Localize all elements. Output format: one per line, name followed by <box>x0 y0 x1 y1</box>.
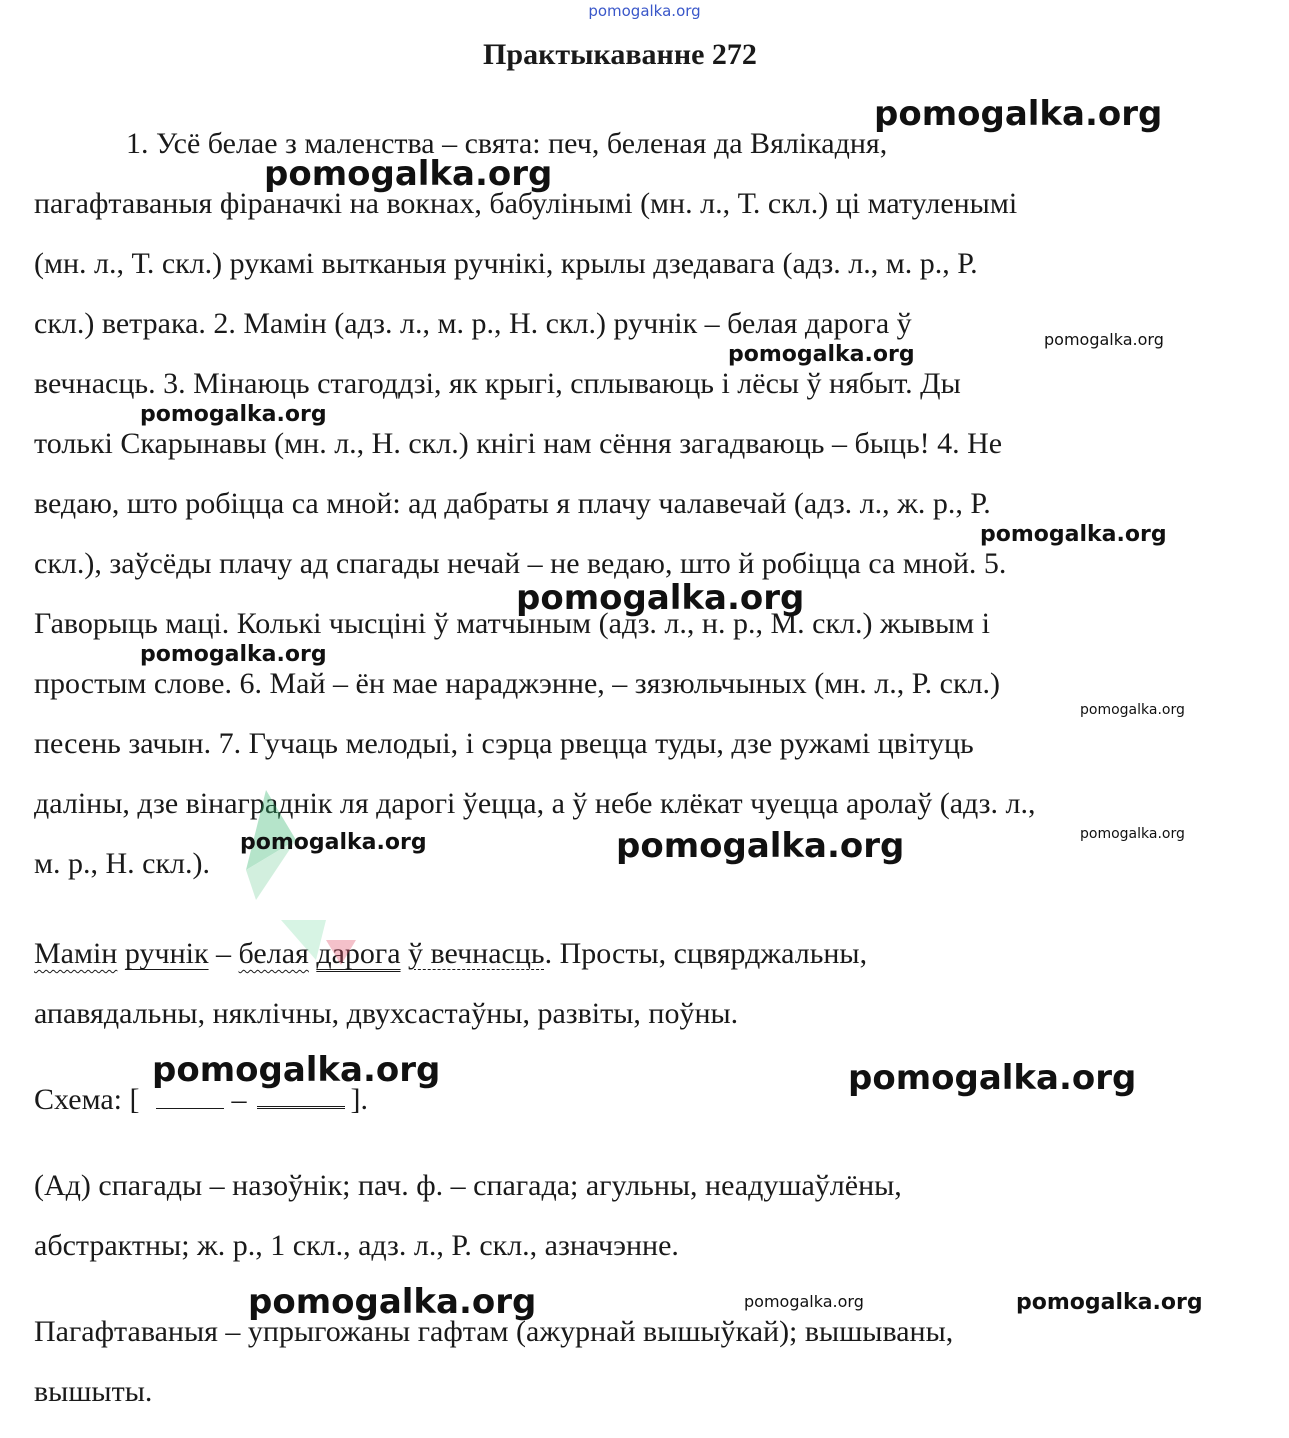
watermark: pomogalka.org <box>744 1292 864 1311</box>
attribute-word: Мамін <box>34 937 118 970</box>
attribute-word: белая <box>238 937 309 970</box>
watermark: pomogalka.org <box>248 1282 537 1322</box>
watermark: pomogalka.org <box>848 1058 1137 1098</box>
watermark: pomogalka.org <box>728 342 915 367</box>
text-line: толькі Скарынавы (мн. л., Н. скл.) кнігі нам сёння загадваюць – быць! 4. Не <box>34 427 1003 460</box>
sentence-characteristics: . Просты, сцвярджальны, <box>544 937 868 970</box>
morphological-analysis <box>34 1156 1214 1276</box>
watermark: pomogalka.org <box>140 642 327 667</box>
exercise-text <box>34 114 1214 894</box>
text-line: (Ад) спагады – назоўнік; пач. ф. – спагада; агульны, неадушаўлёны, <box>34 1169 902 1202</box>
watermark: pomogalka.org <box>616 826 905 866</box>
watermark: pomogalka.org <box>1080 702 1185 718</box>
text-line: (мн. л., Т. скл.) рукамі вытканыя ручнікі, крылы дзедавага (адз. л., м. р., Р. <box>34 247 978 280</box>
text-line: абстрактны; ж. р., 1 скл., адз. л., Р. скл., азначэнне. <box>34 1229 679 1262</box>
text-line: пагафтаваныя фіраначкі на вокнах, бабулінымі (мн. л., Т. скл.) ці матуленымі <box>34 187 1018 220</box>
text-line: Пагафтаваныя – упрыгожаны гафтам (ажурнай вышыўкай); вышываны, <box>34 1315 954 1348</box>
text-line: вышыты. <box>34 1375 153 1408</box>
text-line: м. р., Н. скл.). <box>34 847 211 880</box>
watermark: pomogalka.org <box>1080 826 1185 842</box>
object-word: ў вечнасць <box>408 937 545 970</box>
text-line: песень зачын. 7. Гучаць мелодыі, і сэрца рвецца туды, дзе ружамі цвітуць <box>34 727 974 760</box>
site-logo-icon <box>226 780 386 980</box>
watermark: pomogalka.org <box>874 94 1163 134</box>
scheme-end: ]. <box>350 1083 368 1116</box>
watermark: pomogalka.org <box>140 402 327 427</box>
text-line: ведаю, што робіцца са мной: ад дабраты я плачу чалавечай (адз. л., ж. р., Р. <box>34 487 991 520</box>
text-line: скл.), заўсёды плачу ад спагады нечай – не ведаю, што й робіцца са мной. 5. <box>34 547 1007 580</box>
watermark: pomogalka.org <box>1016 1290 1203 1315</box>
subject-word: ручнік <box>124 937 209 970</box>
watermark: pomogalka.org <box>516 578 805 618</box>
dash: – <box>216 937 232 970</box>
scheme-label: Схема: [ <box>34 1083 140 1116</box>
watermark: pomogalka.org <box>264 154 553 194</box>
watermark: pomogalka.org <box>240 830 427 855</box>
lexical-analysis <box>34 1302 1214 1422</box>
text-line: скл.) ветрака. 2. Мамін (адз. л., м. р., Н. скл.) ручнік – белая дарога ў <box>34 307 912 340</box>
watermark: pomogalka.org <box>1044 330 1164 349</box>
watermark: pomogalka.org <box>152 1050 441 1090</box>
text-line: Гаворыць маці. Колькі чысціні ў матчыным (адз. л., н. р., М. скл.) жывым і <box>34 607 991 640</box>
scheme-dash: – <box>231 1083 247 1116</box>
text-line: простым слове. 6. Май – ён мае нараджэнне, – зязюльчыных (мн. л., Р. скл.) <box>34 667 1001 700</box>
analyzed-sentence-line <box>34 924 1214 984</box>
text-line: вечнасць. 3. Мінаюць стагоддзі, як крыгі, сплываюць і лёсы ў нябыт. Ды <box>34 367 961 400</box>
sentence-analysis <box>34 924 1214 1044</box>
site-link-top[interactable]: pomogalka.org <box>588 2 701 20</box>
watermark: pomogalka.org <box>980 522 1167 547</box>
predicate-word: дарога <box>316 937 401 970</box>
text-line: 1. Усё белае з маленства – свята: печ, беленая да Вялікадня, <box>126 127 888 160</box>
text-line: даліны, дзе вінаграднік ля дарогі ўецца, а ў небе клёкат чуецца аролаў (адз. л., <box>34 787 1036 820</box>
text-line: апавядальны, няклічны, двухсастаўны, развіты, поўны. <box>34 997 739 1030</box>
page-title: Практыкаванне 272 <box>483 38 757 71</box>
